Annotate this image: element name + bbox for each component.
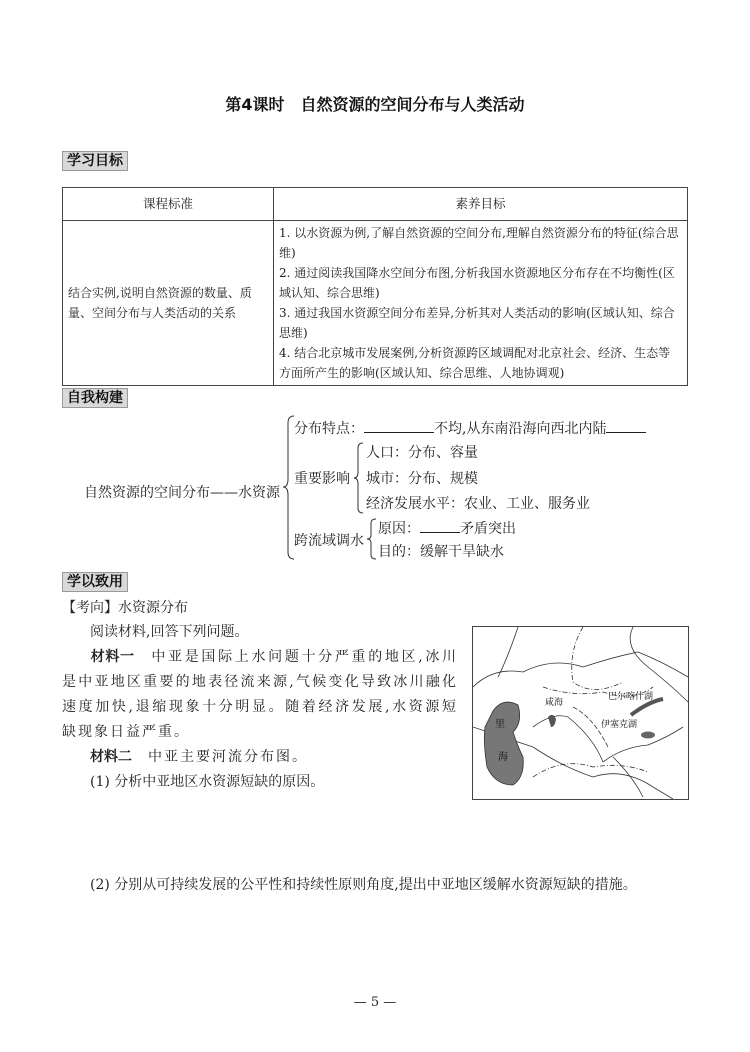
table-header-standard: 课程标准 xyxy=(63,188,274,221)
goal-item: 2. 通过阅读我国降水空间分布图,分析我国水资源地区分布存在不均衡性(区域认知、综合思维) xyxy=(279,266,675,300)
map-label-issyk: 伊塞克湖 xyxy=(601,720,638,730)
goal-item: 4. 结合北京城市发展案例,分析资源跨区域调配对北京社会、经济、生态等方面所产生的影响(区域认知、综合思维、人地协调观) xyxy=(279,346,671,380)
map-drawing xyxy=(473,627,688,799)
material-one: 材料一 中亚是国际上水问题十分严重的地区,冰川是中亚地区重要的地表径流来源,气候变化导致冰川融化速度加快,退缩现象十分明显。随着经济发展,水资源短缺现象日益严重。 xyxy=(62,649,459,740)
blank-field[interactable] xyxy=(364,419,434,433)
objectives-table xyxy=(62,187,688,386)
mindmap-impact-item: 经济发展水平：农业、工业、服务业 xyxy=(366,496,590,512)
section-tag-apply: 学以致用 xyxy=(62,572,128,592)
map-label-caspian: 里 xyxy=(495,719,505,730)
goal-item: 1. 以水资源为例,了解自然资源的空间分布,理解自然资源分布的特征(综合思维) xyxy=(279,226,679,260)
blank-field[interactable] xyxy=(420,519,460,533)
map-label-aral: 咸海 xyxy=(545,698,564,708)
exercise-topic: 【考向】水资源分布 xyxy=(62,600,188,616)
central-asia-river-map xyxy=(472,626,689,800)
question-1: (1) 分析中亚地区水资源短缺的原因。 xyxy=(90,774,325,790)
page-number: — 5 — xyxy=(353,995,397,1010)
map-label-balkhash: 巴尔喀什湖 xyxy=(608,692,654,702)
blank-field[interactable] xyxy=(606,419,646,433)
goals-cell xyxy=(274,221,688,386)
mindmap-impact-item: 人口：分布、容量 xyxy=(366,445,478,461)
table-header-goals: 素养目标 xyxy=(274,188,688,221)
standard-cell: 结合实例,说明自然资源的数量、质量、空间分布与人类活动的关系 xyxy=(63,221,274,386)
mindmap-distribution: 分布特点： 不均,从东南沿海向西北内陆 xyxy=(294,418,646,438)
mindmap-impact-item: 城市：分布、规模 xyxy=(366,471,478,487)
mindmap-impact-label: 重要影响 xyxy=(294,471,350,487)
mindmap-transfer-label: 跨流域调水 xyxy=(294,533,364,549)
mindmap-transfer-reason: 原因： 矛盾突出 xyxy=(378,521,516,537)
material-two: 材料二 中亚主要河流分布图。 xyxy=(90,749,308,765)
mindmap-root: 自然资源的空间分布——水资源 xyxy=(84,485,280,501)
page-title: 第4课时 自然资源的空间分布与人类活动 xyxy=(225,95,525,114)
brace-icon xyxy=(353,442,365,514)
mindmap-transfer-goal: 目的：缓解干旱缺水 xyxy=(378,544,504,560)
exercise-intro: 阅读材料,回答下列问题。 xyxy=(90,624,249,640)
section-tag-construct: 自我构建 xyxy=(62,388,128,408)
question-2: (2) 分别从可持续发展的公平性和持续性原则角度,提出中亚地区缓解水资源短缺的措施。 xyxy=(90,877,637,893)
goal-item: 3. 通过我国水资源空间分布差异,分析其对人类活动的影响(区域认知、综合思维) xyxy=(279,306,675,340)
map-label-caspian: 海 xyxy=(498,752,508,763)
brace-icon xyxy=(366,518,378,560)
section-tag-objectives: 学习目标 xyxy=(62,151,128,171)
